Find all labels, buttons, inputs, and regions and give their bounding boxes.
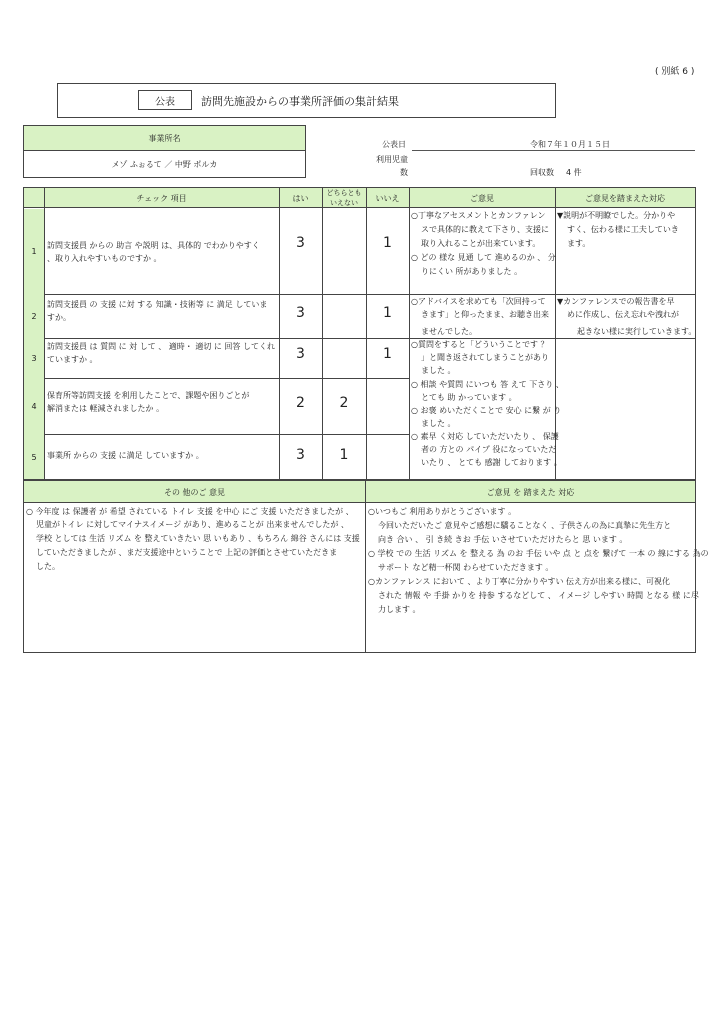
no-count: 1 <box>383 305 392 321</box>
opinion-line: ○ どの 様な 見通 して 進めるのか 、 分 <box>411 253 556 262</box>
publication-date: 令和７年１０月１５日 <box>530 140 610 149</box>
vline <box>366 188 367 479</box>
response-line: ▼カンファレンスでの報告書を早 <box>557 297 675 306</box>
question-text: ていますか 。 <box>47 355 98 364</box>
row-number: 1 <box>31 247 37 256</box>
row-number: 5 <box>31 452 37 462</box>
vline <box>322 188 323 479</box>
header-opinion: ご意見 <box>470 193 494 203</box>
opinion-line: ○ お褒 めいただくことで 安心 に繋 が り <box>411 406 562 415</box>
neither-count: 2 <box>339 395 349 411</box>
yes-count: 3 <box>296 447 305 463</box>
opinion-line: ませんでした。 <box>421 327 477 336</box>
opinion-line: 取り入れることが出来ています。 <box>421 239 541 248</box>
title-box <box>57 83 556 118</box>
other-response-line: ○いつもご 利用ありがとうございます 。 <box>368 507 517 516</box>
row-number: 4 <box>31 402 37 411</box>
other-opinion-line: 学校 としては 生活 リズム を 整えていきたい 思 いもあり 、もちろん 綿谷 さんには 支援 <box>36 534 360 543</box>
office-name: メゾ ふぉるて ／ 中野 ポルカ <box>23 150 306 178</box>
vline <box>409 188 410 479</box>
question-text: 訪問支援員 の 支援 に対 する 知識・技術等 に 満足 していま <box>47 300 268 309</box>
opinion-line: 者の 方との パイプ 役になっていただ <box>421 445 557 454</box>
yes-count: 3 <box>296 235 305 251</box>
response-line: ます。 <box>567 239 591 248</box>
opinion-line: ○アドバイスを求めても「次回持って <box>411 297 546 306</box>
opinion-line: とても 助 かっています 。 <box>421 393 517 402</box>
other-opinion-line: ○ 今年度 は 保護者 が 希望 されている トイレ 支援 を中心 にご 支援 いただきましたが 、 <box>26 507 354 516</box>
evaluation-table <box>23 187 696 480</box>
user-count-label-2: 数 <box>400 168 408 177</box>
opinion-line: いたり 、 とても 感謝 しております 。 <box>421 458 562 467</box>
opinion-line: ○ 素早 く対応 していただいたり 、 保護 <box>411 432 559 441</box>
question-text: 事業所 からの 支援 に満足 していますか 。 <box>47 451 204 460</box>
vline <box>365 481 366 652</box>
opinion-line: きます」と仰ったまま、お聴き出来 <box>421 310 549 319</box>
row-number: 3 <box>31 354 37 363</box>
opinion-line: ○ 相談 や質問 にいつも 答 えて 下さり 、 <box>411 380 564 389</box>
question-text: 訪問支援員 からの 助言 や説明 は、具体的 でわかりやすく <box>47 241 260 250</box>
row-divider <box>24 378 409 379</box>
responses-value: 4 件 <box>566 168 582 177</box>
question-text: 保育所等訪問支援 を利用したことで、課題や困りごとが <box>47 391 250 400</box>
other-response-line: された 情報 や 手掛 かりを 持参 するなどして 、 イメージ しやすい 時間 となる 様 に尽 <box>378 591 699 600</box>
page-title: 訪問先施設からの事業所評価の集計結果 <box>201 95 399 108</box>
row-divider <box>24 294 409 295</box>
header-response: ご意見を踏まえた対応 <box>585 193 665 203</box>
other-opinion-line: していただきましたが 、まだ支援途中ということで 上記の評価とさせていただきま <box>36 548 338 557</box>
yes-count: 2 <box>296 395 305 411</box>
public-badge: 公表 <box>138 90 192 110</box>
other-response-line: 今回いただいたご 意見やご感想に驕ることなく 、子供さんの為に真摯に先生方と <box>378 521 672 530</box>
header-neither-2: いえない <box>330 198 358 207</box>
opinion-line: ○丁寧なアセスメントとカンファレン <box>411 211 546 220</box>
header-no: いいえ <box>375 193 400 203</box>
responses-label: 回収数 <box>530 168 554 177</box>
opinion-line: ました 。 <box>421 366 456 375</box>
other-opinions-section <box>23 480 709 653</box>
question-text: すか。 <box>47 313 71 322</box>
opinion-line: 」と聞き返されてしまうことがあり <box>421 353 549 362</box>
row-number: 2 <box>31 312 37 321</box>
opinion-line: スで具体的に教えて下さり、支援に <box>421 225 549 234</box>
neither-count: 1 <box>339 447 349 463</box>
response-line: すく、伝わる様に工夫していき <box>567 225 679 234</box>
other-response-line: ○ 学校 での 生活 リズム を 整える 為 のお 手伝 いや 点 と 点を 繋げて 一本 の 線にする 為の <box>368 549 709 558</box>
other-opinions-header: その 他のご 意見 <box>163 487 226 497</box>
opinion-line: ました 。 <box>421 419 456 428</box>
response-line: ▼説明が不明瞭でした。分かりや <box>557 211 676 220</box>
other-response-line: 向き 合い 、 引 き続 きお 手伝 いさせていただけたらと 思 います 。 <box>378 535 628 544</box>
publication-date-label: 公表日 <box>382 140 406 149</box>
question-text: 解消または 軽減されましたか 。 <box>47 404 165 413</box>
office-label: 事業所名 <box>23 125 306 151</box>
other-opinion-line: した。 <box>36 562 60 571</box>
row-divider <box>24 434 409 435</box>
header-yes: はい <box>292 193 309 203</box>
no-count: 1 <box>383 235 392 251</box>
other-response-line: 力します 。 <box>378 605 421 614</box>
other-opinion-line: 児童がトイレ に対してマイナスイメージ があり、進めることが 出来ませんでしたが 、 <box>36 520 349 529</box>
yes-count: 3 <box>296 305 305 321</box>
opinion-line: りにくい 所がありました 。 <box>421 267 523 276</box>
other-response-header: ご意見 を 踏まえた 対応 <box>486 487 575 497</box>
attachment-label: ( 別紙 6 ) <box>655 67 695 77</box>
row-divider <box>24 338 409 339</box>
vline <box>279 188 280 479</box>
meta-divider <box>412 150 695 151</box>
no-count: 1 <box>383 346 392 362</box>
user-count-label: 利用児童 <box>376 155 408 164</box>
header-neither-1: どちらとも <box>326 188 362 197</box>
yes-count: 3 <box>296 346 305 362</box>
other-response-line: サポート など精一杯関 わらせていただきます 。 <box>378 563 554 572</box>
opinion-line: ○質問をすると「どういうことです ？ <box>411 340 549 349</box>
vline <box>44 188 45 479</box>
response-line: 起きない様に実行していきます。 <box>577 327 697 336</box>
header-item: チェック 項目 <box>136 193 187 203</box>
other-response-line: ○カンファレンス において 、より丁寧に分かりやすい 伝え方が出来る様に、可視化 <box>368 577 671 586</box>
question-text: 、取り入れやすいものですか 。 <box>47 254 162 263</box>
response-line: めに作成し、伝え忘れや洩れが <box>567 310 679 319</box>
question-text: 訪問支援員 は 質問 に 対 して 、 適時・ 適切 に 回答 してくれ <box>47 342 275 351</box>
